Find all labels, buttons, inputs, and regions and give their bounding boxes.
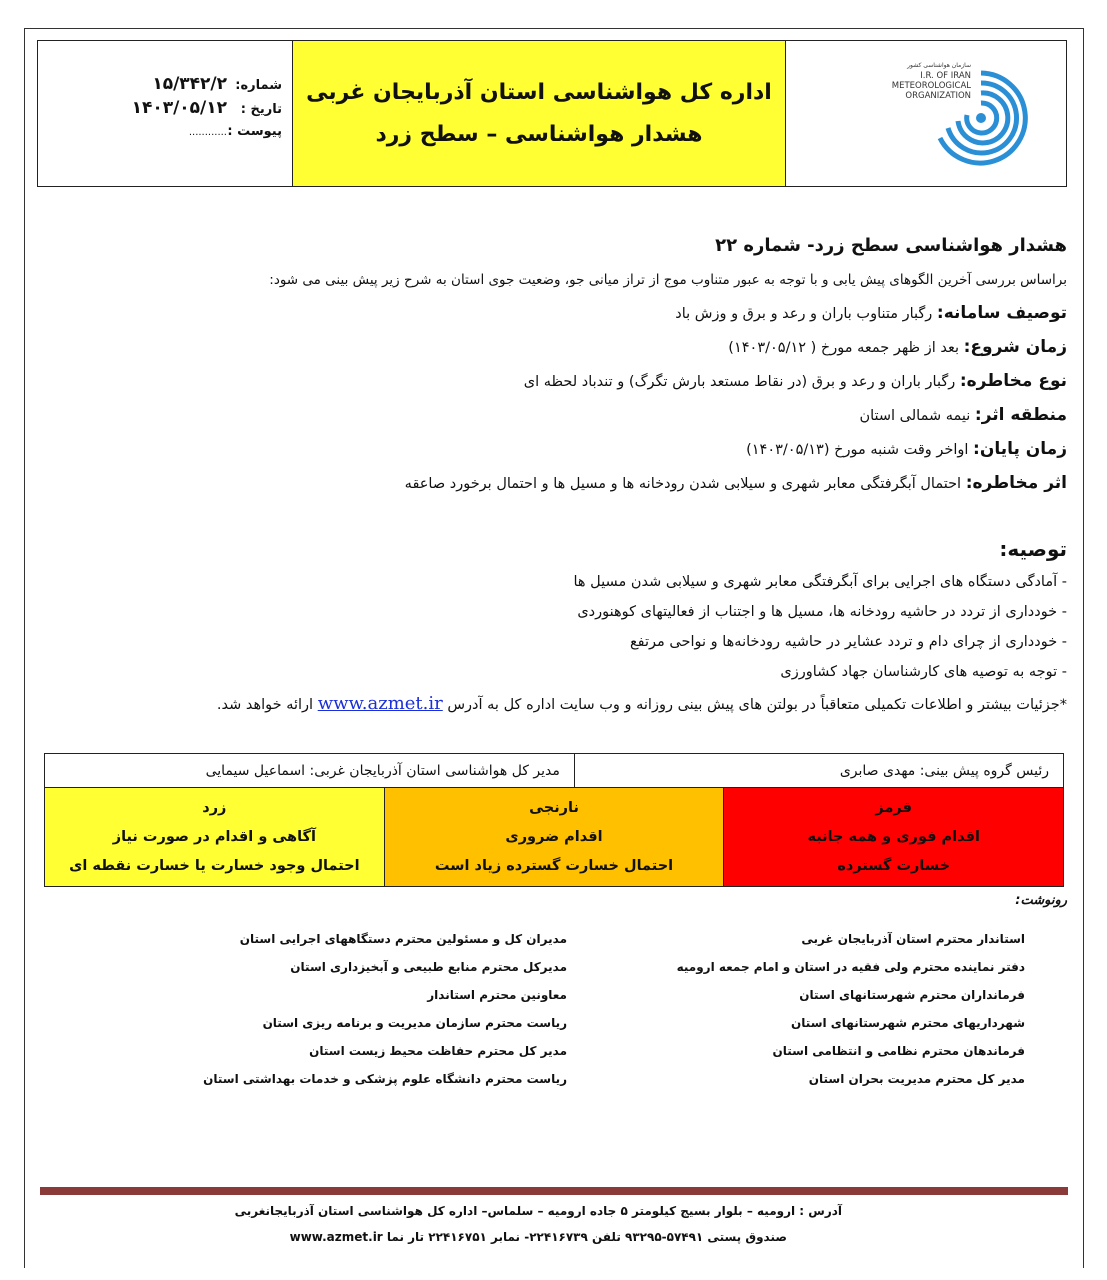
cc-recipient: مدیران کل و مسئولین محترم دستگاههای اجرایی استان (239, 932, 567, 946)
number-row (38, 73, 282, 97)
alert-field (60, 399, 1067, 433)
level-orange (384, 788, 725, 886)
recommendation-item: - خودداری از چرای دام و تردد عشایر در حاشیه رودخانه‌ها و نواحی مرتفع (629, 634, 1067, 650)
date-row (38, 97, 282, 121)
date-value: ۱۴۰۳/۰۵/۱۲ (131, 98, 227, 118)
director-signature: مدیر کل هواشناسی استان آذربایجان غربی: اسماعیل سیمایی (45, 754, 575, 788)
alert-body (60, 228, 1067, 722)
warning-levels-legend (44, 787, 1064, 887)
field-value: نیمه شمالی استان (859, 408, 975, 424)
field-value: اواخر وقت شنبه مورخ (۱۴۰۳/۰۵/۱۳) (746, 442, 974, 458)
cc-recipient: ریاست محترم دانشگاه علوم پزشکی و خدمات بهداشتی استان (203, 1072, 567, 1086)
attach-value: ............ (188, 127, 227, 138)
recommendation-item: - توجه به توصیه های کارشناسان جهاد کشاورزی (780, 664, 1067, 680)
alert-title: هشدار هواشناسی سطح زرد- شماره ۲۲ (715, 235, 1067, 256)
field-label: اثر مخاطره: (965, 473, 1067, 493)
attach-label: پیوست : (227, 124, 282, 139)
level-risk: احتمال وجود خسارت یا خسارت نقطه ای (69, 857, 360, 874)
logo-text: سازمان هواشناسی کشور I.R. OF IRAN METEOROLOGICAL ORGANIZATION (841, 61, 971, 101)
level-name: قرمز (875, 800, 912, 817)
level-action: آگاهی و اقدام در صورت نیاز (112, 828, 316, 845)
level-risk: خسارت گسترده (837, 857, 951, 874)
alert-field (60, 331, 1067, 365)
field-label: منطقه اثر: (974, 405, 1067, 425)
letter-meta (38, 41, 293, 186)
alert-field (60, 297, 1067, 331)
warning-title: هشدار هواشناسی – سطح زرد (375, 121, 703, 147)
footer-contact-line: صندوق پستی ۵۷۴۹۱-۹۳۲۹۵ تلفن ۲۲۴۱۶۷۳۹- نمابر ۲۲۴۱۶۷۵۱ تار نما www.azmet.ir (289, 1230, 787, 1244)
org-title: اداره کل هواشناسی استان آذربایجان غربی (306, 79, 772, 105)
number-value: ۱۵/۳۴۲/۲ (152, 74, 227, 94)
field-value: بعد از ظهر جمعه مورخ ( ۱۴۰۳/۰۵/۱۲) (728, 340, 964, 356)
field-value: رگبار باران و رعد و برق (در نقاط مستعد بارش تگرگ) و تندباد لحظه ای (523, 374, 960, 390)
cc-label: رونوشت: (1015, 893, 1067, 908)
alert-intro: براساس بررسی آخرین الگوهای پیش یابی و با توجه به عبور متناوب موج از تراز میانی جو، وضعیت جوی استان به شرح زیر پیش بینی می شود: (269, 272, 1067, 288)
field-value: رگبار متناوب باران و رعد و برق و وزش باد (675, 306, 937, 322)
level-name: زرد (202, 800, 227, 817)
letter-header (37, 40, 1067, 187)
recommendation-item: - خودداری از تردد در حاشیه رودخانه ها، مسیل ها و اجتناب از فعالیتهای کوهنوردی (577, 604, 1067, 620)
more-info-note (60, 687, 1067, 722)
header-title-box (293, 41, 785, 186)
level-red (724, 788, 1063, 886)
footer-divider (40, 1187, 1068, 1195)
logo-line-3: ORGANIZATION (905, 91, 971, 101)
logo-line-2: METEOROLOGICAL (891, 81, 971, 91)
cc-recipient: معاونین محترم استاندار (427, 988, 567, 1002)
cc-list-right (677, 925, 1025, 1093)
alert-field (60, 365, 1067, 399)
footer-address (235, 1198, 842, 1250)
note-text-end: ارائه خواهد شد. (216, 697, 318, 713)
logo-line-1: I.R. OF IRAN (920, 71, 971, 81)
field-label: زمان شروع: (963, 337, 1067, 357)
alert-field (60, 467, 1067, 501)
cc-recipient: شهرداریهای محترم شهرستانهای استان (791, 1016, 1025, 1030)
signature-table (44, 753, 1064, 788)
cc-recipient: فرماندهان محترم نظامی و انتظامی استان (772, 1044, 1025, 1058)
cc-recipient: مدیرکل محترم منابع طبیعی و آبخیزداری استان (290, 960, 567, 974)
cc-recipient: مدیر کل محترم مدیریت بحران استان (808, 1072, 1025, 1086)
field-label: زمان پایان: (973, 439, 1067, 459)
website-link[interactable]: www.azmet.ir (317, 693, 443, 714)
cc-list-left (203, 925, 567, 1093)
level-yellow (45, 788, 384, 886)
level-action: اقدام فوری و همه جانبه (807, 828, 980, 845)
level-risk: احتمال خسارت گسترده زیاد است (434, 857, 674, 874)
cc-recipient: دفتر نماینده محترم ولی فقیه در استان و امام جمعه ارومیه (676, 960, 1025, 974)
level-name: نارنجی (529, 800, 579, 817)
cc-recipient: مدیر کل محترم حفاظت محیط زیست استان (309, 1044, 567, 1058)
cc-recipient: فرمانداران محترم شهرستانهای استان (799, 988, 1025, 1002)
recommendations-title: توصیه: (999, 537, 1067, 561)
logo-cell (785, 41, 1066, 186)
recommendation-item: - آمادگی دستگاه های اجرایی برای آبگرفتگی معابر شهری و سیلابی شدن مسیل ها (573, 574, 1067, 590)
field-value: احتمال آبگرفتگی معابر شهری و سیلابی شدن رودخانه ها و مسیل ها و احتمال برخورد صاعقه (404, 476, 966, 492)
alert-field (60, 433, 1067, 467)
number-label: شماره: (235, 78, 282, 93)
forecast-head-signature: رئیس گروه پیش بینی: مهدی صابری (574, 754, 1063, 788)
meteorological-organization-logo (926, 63, 1036, 173)
field-label: نوع مخاطره: (959, 371, 1067, 391)
cc-recipient: استاندار محترم استان آذربایجان غربی (801, 932, 1025, 946)
footer-address-line: آدرس : ارومیه – بلوار بسیج کیلومتر ۵ جاده ارومیه – سلماس– اداره کل هواشناسی استان آذربایجانغربی (234, 1204, 842, 1218)
level-action: اقدام ضروری (505, 828, 603, 845)
date-label: تاریخ : (240, 102, 282, 117)
field-label: توصیف سامانه: (936, 303, 1067, 323)
attach-row (38, 121, 282, 144)
cc-recipient: ریاست محترم سازمان مدیریت و برنامه ریزی استان (262, 1016, 567, 1030)
note-text: *جزئیات بیشتر و اطلاعات تکمیلی متعاقباً در بولتن های پیش بینی روزانه و وب سایت اداره کل به آدرس (442, 697, 1067, 713)
